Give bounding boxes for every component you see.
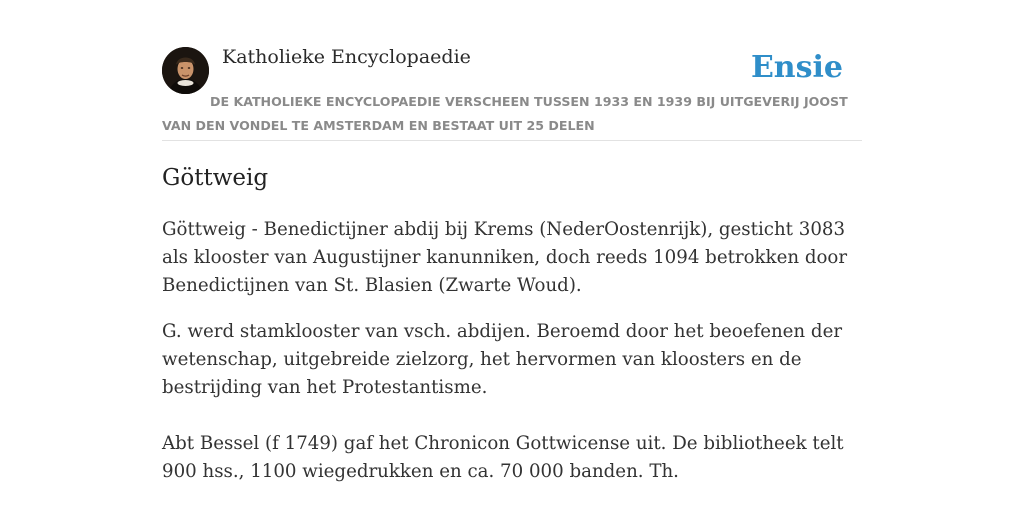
site-header	[162, 44, 862, 141]
article-paragraph: G. werd stamklooster van vsch. abdijen. Beroemd door het beoefenen der wetenschap, uitgebreide zielzorg, het hervormen van kloosters en de bestrijding van het Protestantisme.	[162, 321, 843, 398]
site-name[interactable]: Katholieke Encyclopaedie	[222, 46, 471, 68]
article-paragraph: Abt Bessel (f 1749) gaf het Chronicon Gottwicense uit. De bibliotheek telt 900 hss., 1100 wiegedrukken en ca. 70 000 banden. Th.	[162, 433, 844, 482]
article	[162, 160, 862, 486]
article-paragraph: Göttweig - Benedictijner abdij bij Krems (NederOostenrijk), gesticht 3083 als klooster van Augustijner kanunniken, doch reeds 1094 betrokken door Benedictijnen van St. Blasien (Zwarte Woud).	[162, 219, 848, 296]
portrait-avatar-icon[interactable]	[162, 47, 209, 94]
article-title: Göttweig	[162, 165, 269, 191]
brand-logo[interactable]: Ensie	[750, 50, 843, 85]
site-description: DE KATHOLIEKE ENCYCLOPAEDIE VERSCHEEN TUSSEN 1933 EN 1939 BIJ UITGEVERIJ JOOST VAN DEN VONDEL TE AMSTERDAM EN BESTAAT UIT 25 DELEN	[162, 94, 848, 133]
